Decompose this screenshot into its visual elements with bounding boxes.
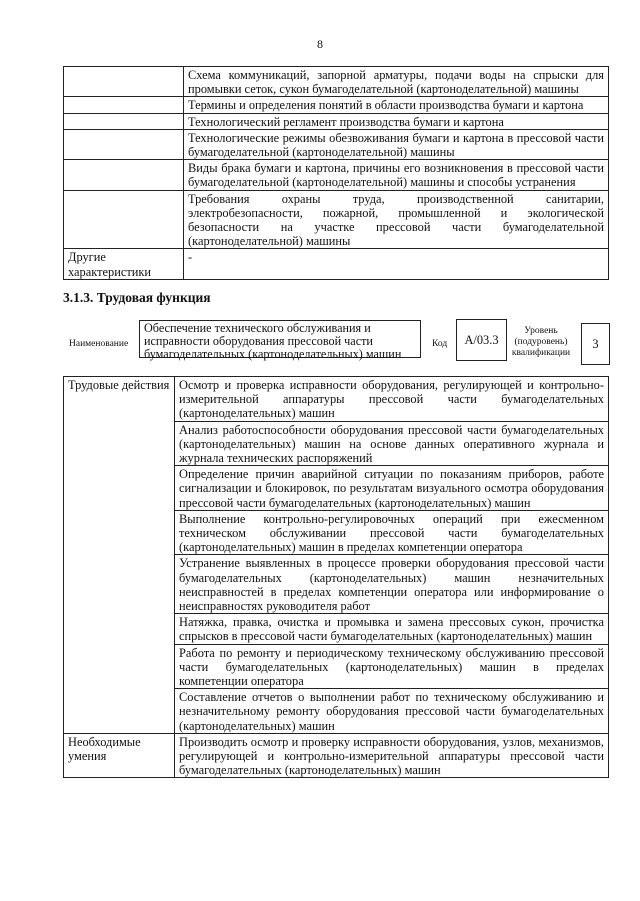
other-characteristics-value: - bbox=[184, 249, 609, 279]
code-value: A/03.3 bbox=[456, 319, 507, 361]
row-label bbox=[64, 190, 184, 249]
row-label bbox=[64, 97, 184, 113]
labor-action-item: Составление отчетов о выполнении работ по техническому обслуживанию и незначительному ремонту оборудования прессовой части бумагоделательных (картоноделательных) машин bbox=[175, 689, 609, 734]
other-characteristics-label: Другие характеристики bbox=[64, 249, 184, 279]
labor-action-item: Работа по ремонту и периодическому техническому обслуживанию прессовой части бумагоделательных (картоноделательных) машин в пределах компетенции оператора bbox=[175, 644, 609, 689]
table-row bbox=[64, 190, 609, 249]
table-row bbox=[64, 160, 609, 190]
row-text: Технологический регламент производства бумаги и картона bbox=[184, 113, 609, 129]
knowledge-table bbox=[63, 66, 609, 280]
row-label bbox=[64, 67, 184, 97]
labor-action-item: Анализ работоспособности оборудования прессовой части бумагоделательных (картоноделательных) машин на основе данных оперативного журнала и журнала технических распоряжений bbox=[175, 421, 609, 466]
page-number: 8 bbox=[317, 37, 323, 51]
labor-action-item: Определение причин аварийной ситуации по показаниям приборов, работе сигнализации и блокировок, по результатам визуального осмотра оборудования прессовой части бумагоделательных (картоноделательных) машин bbox=[175, 466, 609, 511]
labor-action-item: Осмотр и проверка исправности оборудования, регулирующей и контрольно-измерительной аппаратуры прессовой части бумагоделательных (картоноделательных) машин bbox=[175, 377, 609, 422]
row-text: Технологические режимы обезвоживания бумаги и картона в прессовой части бумагоделательной (картоноделательной) машины bbox=[184, 129, 609, 159]
skills-label: Необходимые умения bbox=[64, 733, 175, 778]
table-row bbox=[64, 377, 609, 422]
skill-item: Производить осмотр и проверку исправности оборудования, узлов, механизмов, регулирующей и контрольно-измерительной аппаратуры прессовой части бумагоделательных (картоноделательных) машин bbox=[175, 733, 609, 778]
code-label: Код bbox=[432, 339, 448, 349]
table-row bbox=[64, 67, 609, 97]
labor-function-table bbox=[63, 376, 609, 778]
qualification-level-label: Уровень (подуровень) квалификации bbox=[511, 326, 571, 358]
table-row bbox=[64, 249, 609, 279]
name-label: Наименование bbox=[69, 339, 129, 349]
row-text: Виды брака бумаги и картона, причины его возникновения в прессовой части бумагоделательной (картоноделательной) машины и способы устранения bbox=[184, 160, 609, 190]
qualification-level-value: 3 bbox=[581, 323, 610, 365]
section-title: 3.1.3. Трудовая функция bbox=[63, 290, 211, 305]
labor-actions-label: Трудовые действия bbox=[64, 377, 175, 734]
row-label bbox=[64, 113, 184, 129]
function-name: Обеспечение технического обслуживания и исправности оборудования прессовой части бумагоделательных (картоноделательных) машин bbox=[139, 320, 421, 358]
row-text: Требования охраны труда, производственной санитарии, электробезопасности, пожарной, промышленной и экологической безопасности на участке прессовой части бумагоделательной (картоноделательной) машины bbox=[184, 190, 609, 249]
table-row bbox=[64, 113, 609, 129]
labor-action-item: Устранение выявленных в процессе проверки оборудования прессовой части бумагоделательных (картоноделательных) машин незначительных неисправностей в пределах компетенции оператора или информирование о неисправностях руководителя работ bbox=[175, 555, 609, 614]
table-row bbox=[64, 97, 609, 113]
labor-action-item: Натяжка, правка, очистка и промывка и замена прессовых сукон, прочистка спрысков в прессовой части бумагоделательных (картоноделательных) машин bbox=[175, 614, 609, 644]
table-row bbox=[64, 129, 609, 159]
row-text: Схема коммуникаций, запорной арматуры, подачи воды на спрыски для промывки сеток, сукон бумагоделательной (картоноделательной) машины bbox=[184, 67, 609, 97]
row-text: Термины и определения понятий в области производства бумаги и картона bbox=[184, 97, 609, 113]
row-label bbox=[64, 160, 184, 190]
labor-action-item: Выполнение контрольно-регулировочных операций при ежесменном техническом обслуживании прессовой части бумагоделательных (картоноделательных) машин в пределах компетенции оператора bbox=[175, 510, 609, 555]
row-label bbox=[64, 129, 184, 159]
table-row bbox=[64, 733, 609, 778]
